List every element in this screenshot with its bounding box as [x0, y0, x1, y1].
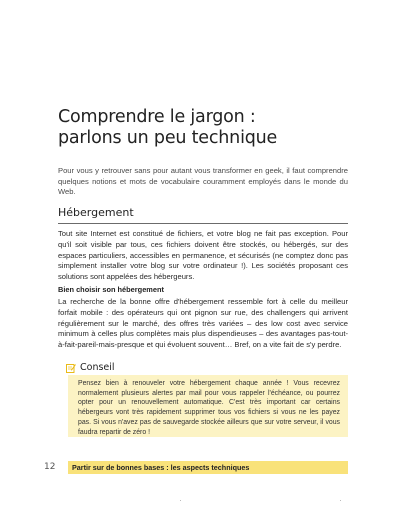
title-line-2: parlons un peu technique — [58, 128, 278, 148]
crop-mark — [340, 500, 341, 501]
chapter-title: Partir sur de bonnes bases : les aspects techniques — [72, 463, 250, 472]
page-title — [58, 107, 358, 149]
pencil-note-icon — [66, 363, 76, 373]
section-heading: Hébergement — [58, 206, 134, 219]
tip-text: Pensez bien à renouveler votre hébergement chaque année ! Vous recevrez normalement plusieurs alertes par mail pour vous rappeler l'échéance, ou pourrez opter pour un renouvellement automatique. C'est très important car certains hébergeurs vont très rapidement supprimer tous vos fichiers si vous ne les payez pas. Si vous n'avez pas de sauvegarde stockée ailleurs que sur votre serveur, il vous faudra repartir de zéro ! — [78, 380, 340, 436]
crop-mark — [180, 500, 181, 501]
heading-divider — [58, 223, 348, 224]
title-line-1: Comprendre le jargon : — [58, 107, 256, 127]
section-paragraph: Tout site Internet est constitué de fichiers, et votre blog ne fait pas exception. Pour qu'il soit visible par tous, ces fichiers doivent être stockés, ou hébergés, sur des espaces particuliers, accessibles en permanence, et sécurisés (ne comptez donc pas simplement installer votre blog sur votre ordinateur !). Les sociétés proposant ces solutions sont appelées des hébergeurs. — [58, 229, 348, 282]
intro-paragraph: Pour vous y retrouver sans pour autant vous transformer en geek, il faut comprendre quelques notions et mots de vocabulaire couramment employés dans le monde du Web. — [58, 166, 348, 197]
tip-label: Conseil — [80, 362, 115, 373]
tip-header — [66, 362, 115, 373]
subsection-heading: Bien choisir son hébergement — [58, 285, 164, 294]
subsection-paragraph: La recherche de la bonne offre d'hébergement ressemble fort à celle du meilleur forfait mobile : des opérateurs qui ont pignon sur rue, des challengers qui arrivent régulièrement sur le marché, des offres très variées – des low cost avec service minimum à celles plus complètes mais plus dispendieuses – des avantages pas-tout-à-fait-pareil-mais-presque et qui évoluent souvent… Bref, on a vite fait de s'y perdre. — [58, 297, 348, 350]
page-number: 12 — [44, 462, 56, 472]
tip-box — [68, 375, 348, 437]
